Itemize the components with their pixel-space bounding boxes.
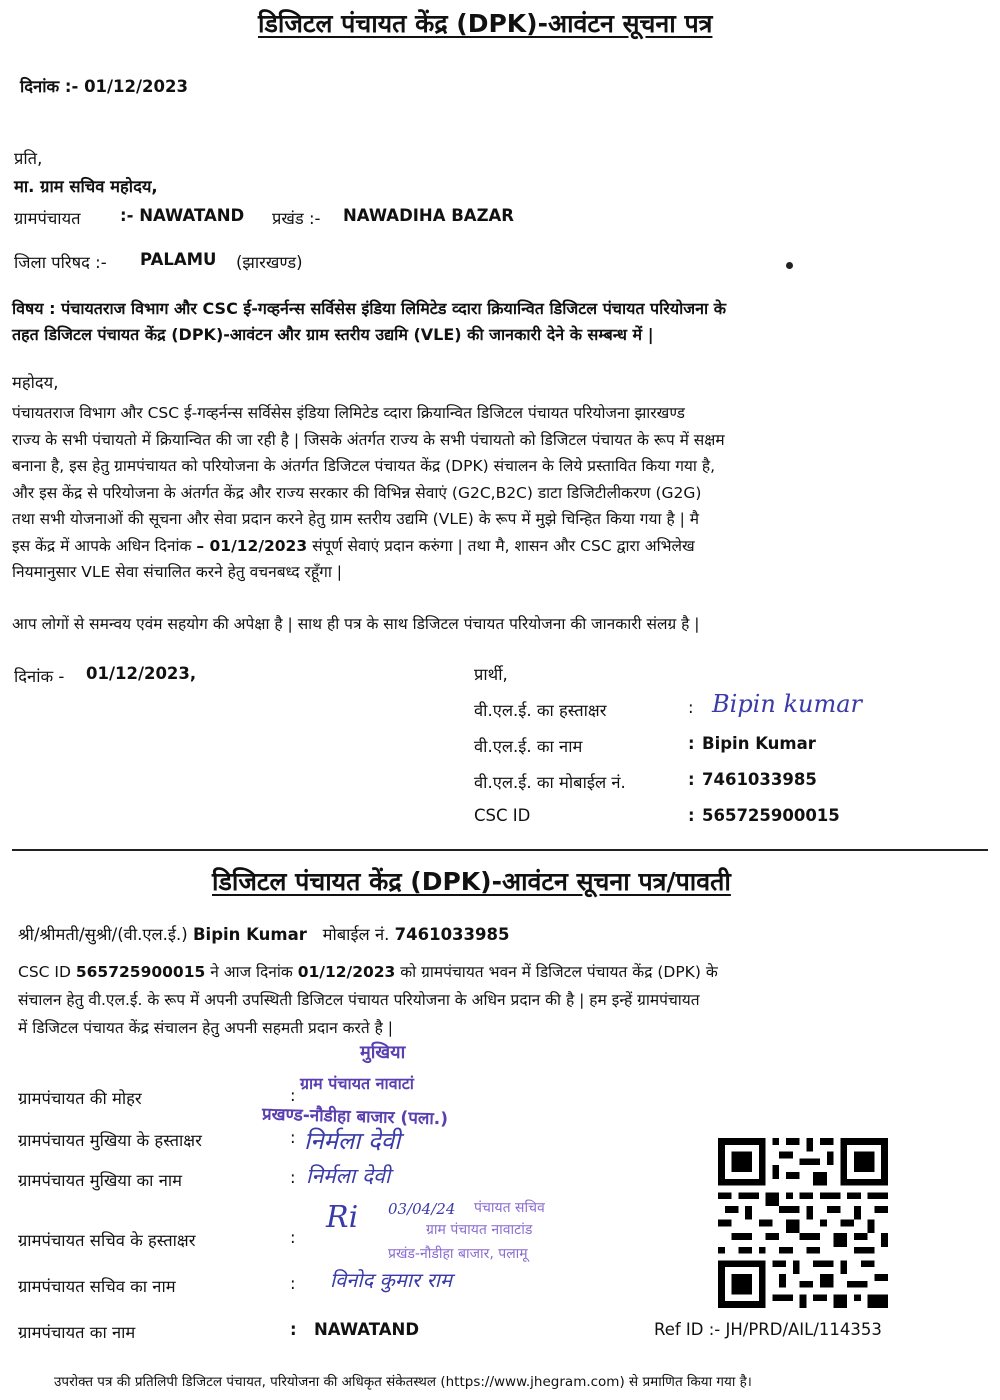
receipt-intro xyxy=(18,922,509,945)
prati-text: प्रति, xyxy=(14,149,43,168)
subject-line: तहत डिजिटल पंचायत केंद्र (DPK)-आवंटन और ग्राम स्तरीय उद्यमि (VLE) की जानकारी देने के सम्बन्ध में | xyxy=(12,325,654,344)
receipt-mobile-value: 7461033985 xyxy=(394,925,510,944)
panchayat-name-colon: : xyxy=(290,1320,297,1339)
receipt-intro-pre: श्री/श्रीमती/सुश्री/(वी.एल.ई.) xyxy=(18,925,188,944)
csc-id-value: 565725900015 xyxy=(702,806,840,825)
secretary-stamp-line3: प्रखंड-नौडीहा बाजार, पलामू xyxy=(388,1246,528,1262)
body-line6-post: संपूर्ण सेवाएं प्रदान करुंगा | तथा मै, शासन और CSC द्वारा अभिलेख xyxy=(312,536,695,555)
prakhand-value: NAWADIHA BAZAR xyxy=(343,206,515,225)
vle-mobile-label: वी.एल.ई. का मोबाईल नं. xyxy=(474,773,626,792)
receipt-line xyxy=(18,958,718,986)
body-line6-pre: इस केंद्र में आपके अधिन दिनांक xyxy=(12,536,192,555)
prakhand-label: प्रखंड :- xyxy=(272,209,321,228)
addressee-text: मा. ग्राम सचिव महोदय, xyxy=(14,177,158,196)
receipt-line1-date: 01/12/2023 xyxy=(297,963,396,981)
cooperation-line: आप लोगों से समन्वय एवंम सहयोग की अपेक्षा है | साथ ही पत्र के साथ डिजिटल पंचायत परियोजना की जानकारी संलग्र है | xyxy=(12,615,700,633)
secretary-stamp-line2: ग्राम पंचायत नावाटांड xyxy=(426,1222,533,1238)
body-line: बनाना है, इस हेतु ग्रामपंचायत को परियोजना के अंतर्गत डिजिटल पंचायत केंद्र (DPK) संचालन के लिये प्रस्तावित किया गया है, xyxy=(12,457,716,475)
body-line: तथा सभी योजनाओं की सूचना और सेवा प्रदान करने हेतु ग्राम स्तरीय उद्यमि (VLE) के रूप में मुझे चिन्हित किया गया है | मै xyxy=(12,510,700,528)
mukhiya-name-handwritten: निर्मला देवी xyxy=(306,1164,391,1188)
receipt-csc-value: 565725900015 xyxy=(75,963,206,981)
seal-colon: : xyxy=(290,1086,296,1105)
receipt-line: में डिजिटल पंचायत केंद्र संचालन हेतु अपनी सहमती प्रदान करते है | xyxy=(18,1019,394,1037)
body-line6-date: – 01/12/2023 xyxy=(196,536,308,555)
secretary-stamp-line1: पंचायत सचिव xyxy=(474,1200,545,1216)
mukhiya-signature: निर्मला देवी xyxy=(304,1127,401,1155)
section-divider xyxy=(12,849,988,851)
receipt-title: डिजिटल पंचायत केंद्र (DPK)-आवंटन सूचना पत्र/पावती xyxy=(212,867,731,896)
subject-paragraph xyxy=(12,296,726,348)
secretary-signature-label: ग्रामपंचायत सचिव के हस्ताक्षर xyxy=(18,1231,196,1250)
prarthi-text: प्रार्थी, xyxy=(474,665,508,684)
receipt-paragraph xyxy=(18,958,718,1042)
secretary-name-label: ग्रामपंचायत सचिव का नाम xyxy=(18,1277,176,1296)
subject-line: विषय : पंचायतराज विभाग और CSC ई-गव्हर्नन्स सर्विसेस इंडिया लिमिटेड व्दारा क्रियान्वित डिजिटल पंचायत परियोजना के xyxy=(12,299,727,318)
receipt-line1-tail: को ग्रामपंचायत भवन में डिजिटल पंचायत केंद्र (DPK) के xyxy=(400,963,718,981)
footer-note: उपरोक्त पत्र की प्रतिलिपी डिजिटल पंचायत, परियोजना की अधिकृत संकेतस्थल (https://www.jhegram.com) से प्रमाणित किया गया है। xyxy=(54,1374,752,1390)
letter-date-line: दिनांक :- 01/12/2023 xyxy=(20,77,188,96)
secretary-name-handwritten: विनोद कुमार राम xyxy=(330,1268,452,1292)
secretary-signature-colon: : xyxy=(290,1228,296,1247)
jila-label: जिला परिषद :- xyxy=(14,253,107,272)
gram-panchayat-value: :- NAWATAND xyxy=(120,206,245,225)
ref-id: Ref ID :- JH/PRD/AIL/114353 xyxy=(654,1320,882,1339)
vle-name-value: Bipin Kumar xyxy=(702,734,816,753)
jila-state: (झारखण्ड) xyxy=(236,253,303,272)
vle-signature: Bipin kumar xyxy=(712,690,862,718)
letter-title: डिजिटल पंचायत केंद्र (DPK)-आवंटन सूचना पत्र xyxy=(258,9,713,38)
csc-id-colon: : xyxy=(688,806,695,825)
body-line: राज्य के सभी पंचायतो में क्रियान्वित की जा रही है | जिसके अंतर्गत राज्य के सभी पंचायतो को डिजिटल पंचायत के रूप में सक्षम xyxy=(12,430,725,449)
panchayat-name-label: ग्रामपंचायत का नाम xyxy=(18,1323,136,1342)
seal-label: ग्रामपंचायत की मोहर xyxy=(18,1089,142,1108)
body-line xyxy=(12,533,725,560)
receipt-line1-post: ने आज दिनांक xyxy=(210,963,293,981)
vle-name-colon: : xyxy=(688,734,695,753)
body-line: पंचायतराज विभाग और CSC ई-गव्हर्नन्स सर्विसेस इंडिया लिमिटेड व्दारा क्रियान्वित डिजिटल पंचायत परियोजना झारखण्ड xyxy=(12,404,685,422)
qr-code-icon xyxy=(718,1138,888,1308)
panchayat-name-value: NAWATAND xyxy=(314,1320,420,1339)
receipt-mobile-label: मोबाईल नं. xyxy=(322,925,390,944)
body-line: नियमानुसार VLE सेवा संचालित करने हेतु वचनबध्द रहूँगा | xyxy=(12,563,342,581)
vle-name-label: वी.एल.ई. का नाम xyxy=(474,737,583,756)
secretary-initials: Ri xyxy=(326,1200,359,1235)
mukhiya-stamp-title: मुखिया xyxy=(360,1042,406,1063)
letter-date-value: 01/12/2023, xyxy=(86,664,197,683)
letter-date-label: दिनांक - xyxy=(14,667,65,686)
vle-signature-label: वी.एल.ई. का हस्ताक्षर xyxy=(474,701,607,720)
body-line: और इस केंद्र से परियोजना के अंतर्गत केंद्र और राज्य सरकार की विभिन्न सेवाएं (G2C,B2C) डाटा डिजिटीलीकरण (G2G) xyxy=(12,483,702,502)
secretary-name-colon: : xyxy=(290,1274,296,1293)
mukhiya-stamp-line1: ग्राम पंचायत नावाटां xyxy=(300,1074,414,1093)
mukhiya-signature-label: ग्रामपंचायत मुखिया के हस्ताक्षर xyxy=(18,1131,202,1150)
receipt-csc-label: CSC ID xyxy=(18,963,71,981)
vle-mobile-value: 7461033985 xyxy=(702,770,817,789)
mukhiya-name-colon: : xyxy=(290,1168,296,1187)
vle-signature-colon: : xyxy=(688,698,694,717)
mukhiya-signature-colon: : xyxy=(290,1128,296,1147)
mukhiya-stamp-line2: प्रखण्ड-नौडीहा बाजार (पला.) xyxy=(261,1104,449,1130)
vle-mobile-colon: : xyxy=(688,770,695,789)
gram-panchayat-label: ग्रामपंचायत xyxy=(14,209,81,228)
mukhiya-name-label: ग्रामपंचायत मुखिया का नाम xyxy=(18,1171,183,1190)
csc-id-label: CSC ID xyxy=(474,806,531,825)
jila-value: PALAMU xyxy=(140,250,217,269)
secretary-sign-date: 03/04/24 xyxy=(388,1200,456,1218)
receipt-intro-name: Bipin Kumar xyxy=(192,925,307,944)
salutation: महोदय, xyxy=(12,373,59,392)
receipt-line: संचालन हेतु वी.एल.ई. के रूप में अपनी उपस्थिती डिजिटल पंचायत परियोजना के अधिन प्रदान की है | हम इन्हें ग्रामपंचायत xyxy=(18,991,700,1009)
ink-dot xyxy=(786,262,793,269)
body-paragraph xyxy=(12,400,725,586)
